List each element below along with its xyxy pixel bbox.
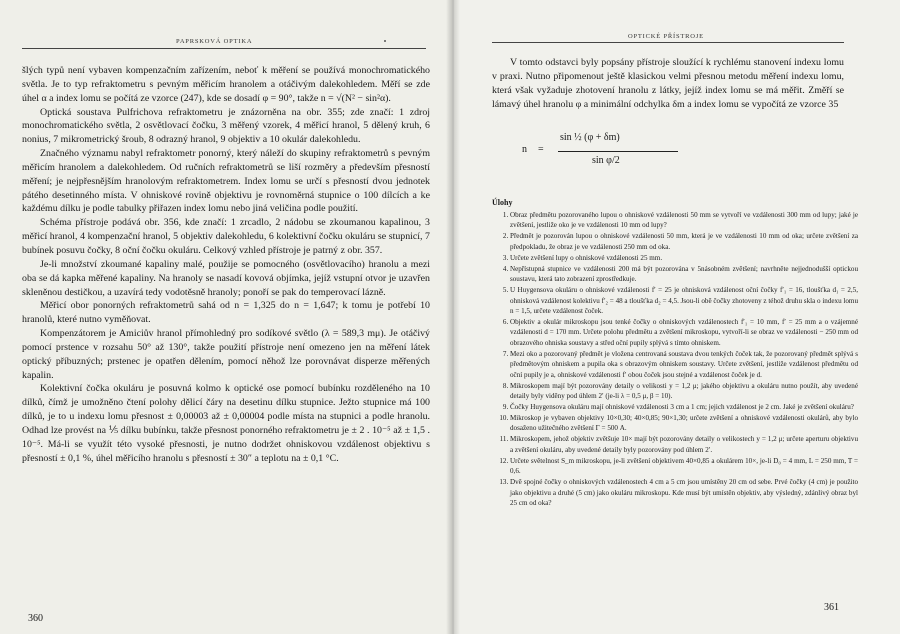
exercise-item: 11. Mikroskopem, jehož objektiv zvětšuje 10× mají být pozorovány detaily o velikostech y = 1,2 μ; určete aperturu objektivu a zvětšení okuláru, aby uvedené detaily byly pozorovány pod úhlem 2′. [510, 434, 858, 455]
exercise-item: 9. Čočky Huygensova okuláru mají ohniskové vzdálenosti 3 cm a 1 cm; jejich vzdálenost je 2 cm. Jaké je zvětšení okuláru? [510, 402, 858, 412]
formula-equals: = [538, 144, 544, 155]
right-page [452, 0, 900, 634]
exercise-item: 3. Určete zvětšení lupy o ohniskové vzdálenosti 25 mm. [510, 253, 858, 263]
exercise-item: 10. Mikroskop je vybaven objektivy 10×0,30; 40×0,85; 90×1,30; určete zvětšení a ohniskové vzdálenosti okulárů, aby bylo dosaženo užitečného zvětšení Γ = 500 A. [510, 413, 858, 434]
running-head: OPTICKÉ PŘÍSTROJE [628, 33, 704, 40]
exercise-item: 2. Předmět je pozorován lupou o ohniskové vzdálenosti 50 mm, která je ve vzdálenosti 10 mm od oka; určete zvětšení za předpokladu, že obraz je ve vzdálenosti 250 mm od oka. [510, 231, 858, 252]
exercise-item: 1. Obraz předmětu pozorovaného lupou o ohniskové vzdálenosti 50 mm se vytvoří ve vzdálenosti 300 mm od lupy; jaké je zvětšení, jestliže oko je ve vzdálenosti 10 mm od lupy? [510, 210, 858, 231]
paragraph: Je-li množství zkoumané kapaliny malé, použije se pomocného (osvětlovacího) hranolu a mezi oba se dá kapka měřené kapaliny. Na hranoly se nasadí kovová objímka, jejíž vstupní otvor je uzavřen skleněnou destičkou, a uzavírá tedy vodotěsně hranoly; ponoří se pak do temperovací lázně. [22, 258, 430, 298]
intro-paragraph: V tomto odstavci byly popsány přístroje sloužící k rychlému stanovení indexu lomu v praxi. Nutno připomenout ještě klasickou velmi přesnou metodu měření indexu lomu, která však vyžaduje zhotovení hranolu z látky, jejíž index lomu se má měřit. Změří se lámavý úhel hranolu φ a minimální odchylka δm a index lomu se vypočítá ze vzorce 35 [492, 57, 844, 110]
exercise-item: 5. U Huygensova okuláru o ohniskové vzdálenosti f′ = 25 je ohnisková vzdálenost oční čočky f′₁ = 16, tloušťka d₁ = 2,5, ohnisková vzdálenost kolektivu f′₂ = 48 a tloušťka d₂ = 4,5. Jsou-li obě čočky zhotoveny z téhož druhu skla o indexu lomu n = 1,5, určete vzdálenost čoček. [510, 285, 858, 316]
exercise-item: 8. Mikroskopem mají být pozorovány detaily o velikosti y = 1,2 μ; jakého objektivu a okuláru nutno použít, aby uvedené detaily byly viděny pod úhlem 2′ (je-li λ = 0,5 μ, β = 10). [510, 381, 858, 402]
header-rule [492, 42, 844, 43]
header-rule [22, 48, 426, 49]
exercise-item: 12. Určete světelnost S_m mikroskopu, je-li zvětšení objektivem 40×0,85 a okulárem 10×, je-li D₀ = 4 mm, L = 250 mm, T = 0,6. [510, 456, 858, 477]
body-text [492, 56, 844, 111]
page-number: 361 [824, 602, 839, 613]
paragraph: šlých typů není vybaven kompenzačním zařízením, neboť k měření se používá monochromatického světla. Je to typ refraktometru s pevným měřicím hranolem a otáčivým dalekohledem. Měří se zde úhel α a index lomu se počítá ze vzorce (247), kde se dosadí φ = 90°, takže n = √(N² − sin²α). [22, 65, 430, 104]
fraction-bar [558, 151, 678, 152]
paragraph: Schéma přístroje podává obr. 356, kde značí: 1 zrcadlo, 2 nádobu se zkoumanou kapalinou, 3 měřicí hranol, 4 kompenzační hranol, 5 objektiv dalekohledu, 6 kolektivní čočku okuláru se stupnicí, 7 bubínek posuvu čočky, 8 oční čočku okuláru. Celkový vzhled přístroje je patrný z obr. 357. [22, 217, 430, 256]
page-number: 360 [28, 613, 43, 624]
exercise-item: 13. Dvě spojné čočky o ohniskových vzdálenostech 4 cm a 5 cm jsou umístěny 20 cm od sebe. Prvé čočky (4 cm) je použito jako objektivu a druhé (5 cm) jako okuláru mikroskopu. Kde musí být umístěn objektiv, aby výsledný, zdánlivý obraz byl 25 cm od oka? [510, 477, 858, 508]
formula-lhs: n [522, 144, 527, 155]
exercise-list [492, 210, 858, 509]
body-text [22, 64, 430, 465]
running-head: PAPRSKOVÁ OPTIKA [176, 38, 253, 45]
exercise-item: 7. Mezi oko a pozorovaný předmět je vložena centrovaná soustava dvou tenkých čoček tak, že pozorovaný předmět splývá s předmětovým ohniskem a pupila oka s obrazovým ohniskem soustavy. Určete zvětšení, jestliže vzdálenost předmětu od oční pupily je a, ohniskové vzdálenosti f′ obou čoček jsou stejné a vzdálenost čoček je d. [510, 349, 858, 380]
ink-speck [384, 40, 386, 42]
exercise-item: 4. Nepřístupná stupnice ve vzdálenosti 200 má být pozorována v 5násobném zvětšení; navrhněte nejjednodušší optickou soustavu, která tato zobrazení zprostředkuje. [510, 264, 858, 285]
paragraph: Značného významu nabyl refraktometr ponorný, který náleží do skupiny refraktometrů s pevným měřicím hranolem a dalekohledem. Od ručních refraktometrů se liší rozměry a především přesností měření; je nejpřesnějším hranolovým refraktometrem. Index lomu se určí s přesností dvou jednotek pátého desetinného místa. V ohniskové rovině objektivu je rovnoměrná stupnice o 100 dílcích a ke každému dílku je podle tabulky přiřazen index lomu nebo jiná veličina podle použití. [22, 148, 430, 215]
paragraph: Kolektivní čočka okuláru je posuvná kolmo k optické ose pomocí bubínku rozděleného na 10 dílků, čímž je umožněno čtení polohy dělicí čáry na desetinu dílku stupnice. Ježto stupnice má 100 dílků, je to u indexu lomu přesnost ± 0,00003 až ± 0,00004 podle místa na stupnici a podle hranolu. Odhad lze provést na ⅕ dílku bubínku, takže přesnost ponorného refraktometru je ± 2 . 10⁻⁵ až ± 1,5 . 10⁻⁵. Má-li se využít této vysoké přesnosti, je nutno dodržet ohniskovou vzdálenost objektivu s přesností ± 0,1 %, úhel měřicího hranolu s přesností ± 30″ a teplotu na ± 0,1 °C. [22, 383, 430, 464]
book-gutter-shadow [446, 0, 460, 634]
refractive-index-formula [522, 126, 822, 176]
formula-denominator: sin φ/2 [592, 155, 620, 166]
paragraph: Optická soustava Pulfrichova refraktometru je znázorněna na obr. 355; zde značí: 1 zdroj monochromatického světla, 2 osvětlovací čočku, 3 měřený vzorek, 4 měřicí hranol, 5 dělený kruh, 6 nonius, 7 mikrometrický šroub, 8 odrazný hranol, 9 objektiv a 10 okulár dalekohledu. [22, 106, 430, 146]
paragraph: Kompenzátorem je Amiciův hranol přímohledný pro sodíkové světlo (λ = 589,3 mμ). Je otáčivý pomocí prstence v rozsahu 50° až 130°, takže použití přístroje není omezeno jen na měření látek optický příbuzných; prstenec je opatřen dělením, pomocí něhož lze porovnávat disperze měřených kapalin. [22, 328, 430, 381]
paragraph: Měřicí obor ponorných refraktometrů sahá od n = 1,325 do n = 1,647; k tomu je potřebí 10 hranolů, které nutno vyměňovat. [22, 300, 430, 326]
formula-numerator: sin ½ (φ + δm) [560, 132, 620, 143]
exercises-heading: Úlohy [492, 198, 513, 207]
exercise-item: 6. Objektiv a okulár mikroskopu jsou tenké čočky o ohniskových vzdálenostech f′₁ = 10 mm, f′ = 25 mm a o vzájemné vzdálenosti d = 170 mm. Určete polohu předmětu a zvětšení mikroskopu, vytvoří-li se obraz ve vzdálenosti − 250 mm od obrazového ohniska soustavy a střed oční pupily splývá s tímto ohniskem. [510, 317, 858, 348]
